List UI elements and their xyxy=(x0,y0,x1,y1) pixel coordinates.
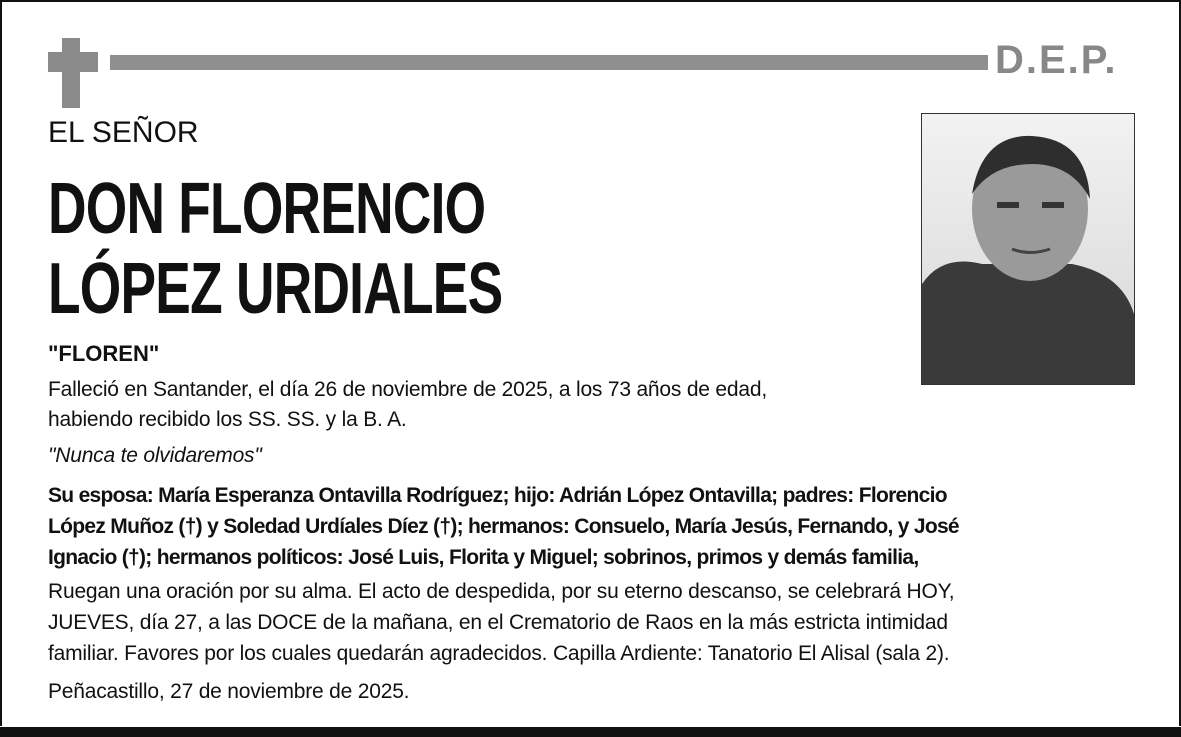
place-date: Peñacastillo, 27 de noviembre de 2025. xyxy=(48,680,410,703)
ceremony-line: Ruegan una oración por su alma. El acto de despedida, por su eterno descanso, se celebrará HOY, xyxy=(48,580,955,603)
family-line: Su esposa: María Esperanza Ontavilla Rodríguez; hijo: Adrián López Ontavilla; padres: Florencio xyxy=(48,484,947,507)
ceremony-line: familiar. Favores por los cuales quedarán agradecidos. Capilla Ardiente: Tanatorio El Alisal (sala 2). xyxy=(48,642,950,665)
nickname: "FLOREN" xyxy=(48,341,160,366)
cross-vertical xyxy=(62,38,80,108)
bottom-border xyxy=(0,727,1181,737)
deceased-name-line-2: LÓPEZ URDIALES xyxy=(48,249,503,329)
deceased-photo xyxy=(921,113,1135,385)
title-label: EL SEÑOR xyxy=(48,116,199,149)
dep-label: D.E.P. xyxy=(995,38,1118,82)
family-line: Ignacio (†); hermanos políticos: José Luis, Florita y Miguel; sobrinos, primos y demás familia, xyxy=(48,546,919,569)
cross-horizontal xyxy=(48,52,98,72)
portrait-image xyxy=(922,114,1134,384)
header-rule xyxy=(110,55,988,70)
family-line: López Muñoz (†) y Soledad Urdíales Díez (†); hermanos: Consuelo, María Jesús, Fernando, y José xyxy=(48,515,959,538)
deceased-name-line-1: DON FLORENCIO xyxy=(48,169,486,249)
quote: "Nunca te olvidaremos" xyxy=(48,444,262,467)
death-text-line: habiendo recibido los SS. SS. y la B. A. xyxy=(48,408,407,431)
death-text-line: Falleció en Santander, el día 26 de noviembre de 2025, a los 73 años de edad, xyxy=(48,378,767,401)
ceremony-line: JUEVES, día 27, a las DOCE de la mañana, en el Crematorio de Raos en la más estricta intimidad xyxy=(48,611,948,634)
